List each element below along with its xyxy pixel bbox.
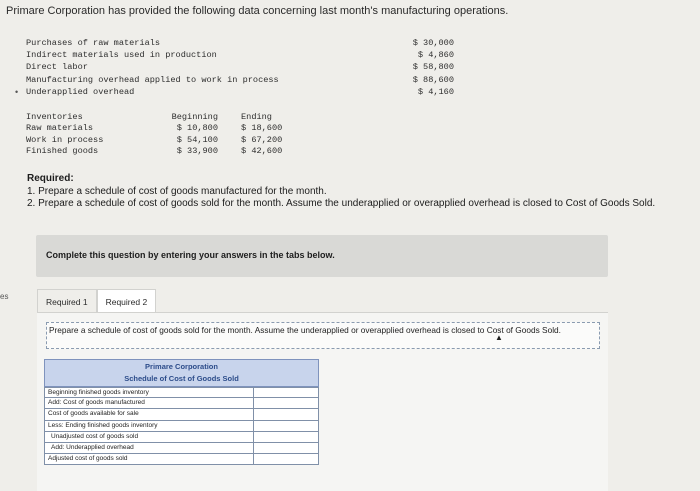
row-label: Beginning finished goods inventory	[44, 387, 254, 398]
cursor-arrow-icon: ▲	[495, 333, 503, 342]
amount-input[interactable]	[254, 421, 319, 432]
cost-amount: $ 58,800	[412, 62, 454, 73]
tab-required-1[interactable]: Required 1	[37, 289, 97, 313]
beginning-value: $ 54,100	[176, 134, 218, 145]
schedule-row	[44, 387, 319, 398]
required-item-2: 2. Prepare a schedule of cost of goods sold for the month. Assume the underapplied or overapplied overhead is closed to Cost of Goods Sold.	[27, 198, 656, 209]
schedule-title: Schedule of Cost of Goods Sold	[124, 374, 239, 383]
header-beginning: Beginning	[171, 112, 218, 122]
inventory-name: Raw materials	[26, 123, 94, 134]
cost-label: Underapplied overhead	[26, 86, 135, 97]
cost-label: Manufacturing overhead applied to work in process	[26, 74, 279, 85]
cost-row	[26, 49, 454, 61]
bullet-dot: •	[15, 87, 19, 97]
cost-amount: $ 30,000	[412, 38, 454, 48]
amount-input[interactable]	[254, 443, 319, 454]
cost-label: Direct labor	[26, 62, 88, 73]
problem-intro: Primare Corporation has provided the following data concerning last month's manufacturing operations.	[6, 5, 509, 17]
schedule-header	[44, 359, 319, 387]
schedule-row	[44, 454, 319, 465]
schedule-company: Primare Corporation	[145, 362, 218, 371]
tab-required-2[interactable]: Required 2	[97, 289, 157, 313]
cost-amount: $ 4,860	[417, 50, 454, 61]
cost-row	[26, 37, 454, 49]
table-row	[26, 135, 296, 146]
ending-value: $ 67,200	[241, 134, 283, 145]
cost-row	[26, 61, 454, 73]
inventories-header	[26, 112, 296, 123]
instruction-text: Complete this question by entering your answers in the tabs below.	[46, 250, 335, 260]
header-ending: Ending	[241, 112, 272, 122]
cost-label: Purchases of raw materials	[26, 38, 161, 48]
inventories-table	[26, 112, 296, 158]
inventory-name: Finished goods	[26, 146, 99, 157]
row-label: Add: Underapplied overhead	[44, 443, 254, 454]
ending-value: $ 42,600	[241, 146, 283, 157]
row-label: Unadjusted cost of goods sold	[44, 432, 254, 443]
schedule-row	[44, 432, 319, 443]
schedule-rows	[44, 387, 319, 465]
table-row	[26, 123, 296, 134]
question-tabs	[37, 289, 156, 313]
required-item-1: 1. Prepare a schedule of cost of goods manufactured for the month.	[27, 185, 327, 197]
inventory-name: Work in process	[26, 134, 104, 145]
row-label: Adjusted cost of goods sold	[44, 454, 254, 465]
header-inventories: Inventories	[26, 112, 83, 122]
question-prompt: Prepare a schedule of cost of goods sold for the month. Assume the underapplied or overapplied overhead is closed to Cost of Goods Sold.	[46, 322, 600, 349]
row-label: Cost of goods available for sale	[44, 409, 254, 420]
cost-amount: $ 4,160	[417, 86, 454, 97]
table-row	[26, 146, 296, 157]
required-section	[27, 173, 657, 211]
amount-input[interactable]	[254, 398, 319, 409]
cogs-schedule	[44, 359, 319, 463]
schedule-row	[44, 421, 319, 432]
amount-input[interactable]	[254, 387, 319, 398]
cost-data-list	[26, 37, 454, 98]
row-label: Less: Ending finished goods inventory	[44, 421, 254, 432]
beginning-value: $ 33,900	[176, 146, 218, 157]
row-label: Add: Cost of goods manufactured	[44, 398, 254, 409]
schedule-row	[44, 398, 319, 409]
amount-input[interactable]	[254, 409, 319, 420]
schedule-row	[44, 443, 319, 454]
schedule-row	[44, 409, 319, 420]
instruction-panel	[36, 235, 608, 277]
beginning-value: $ 10,800	[176, 123, 218, 134]
required-heading: Required:	[27, 173, 74, 184]
amount-input[interactable]	[254, 454, 319, 465]
cost-row	[26, 86, 454, 98]
ending-value: $ 18,600	[241, 123, 283, 134]
cost-amount: $ 88,600	[412, 74, 454, 85]
side-text-fragment: es	[0, 292, 9, 301]
cost-label: Indirect materials used in production	[26, 50, 217, 61]
cost-row	[26, 74, 454, 86]
amount-input[interactable]	[254, 432, 319, 443]
